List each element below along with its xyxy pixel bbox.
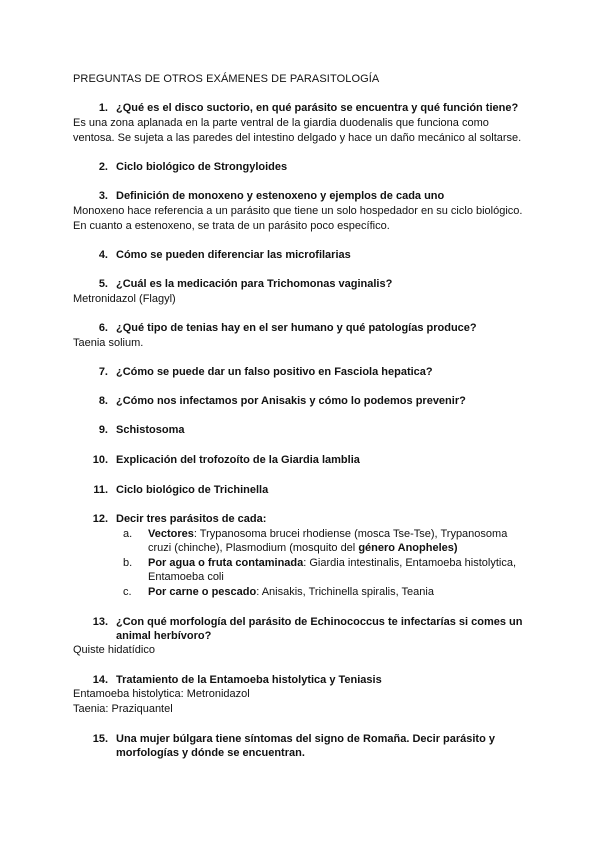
- question-12: [73, 512, 533, 526]
- question-text: ¿Qué es el disco suctorio, en qué parásito se encuentra y qué función tiene?: [116, 102, 519, 114]
- subitem-bold-text: género Anopheles): [358, 542, 458, 554]
- subitem-a: [73, 527, 533, 555]
- document-title: PREGUNTAS DE OTROS EXÁMENES DE PARASITOLOGÍA: [73, 73, 380, 85]
- question-text: ¿Cómo se puede dar un falso positivo en Fasciola hepatica?: [116, 366, 433, 378]
- question-number: 2.: [98, 161, 108, 173]
- question-text: Cómo se pueden diferenciar las microfilarias: [116, 249, 351, 261]
- question-text: Una mujer búlgara tiene síntomas del signo de Romaña. Decir parásito y: [116, 733, 495, 745]
- question-number: 10.: [92, 454, 108, 466]
- subitem-text: : Anisakis, Trichinella spiralis, Teania: [256, 586, 434, 598]
- question-number: 9.: [98, 424, 108, 436]
- question-13: [73, 615, 533, 643]
- question-text: ¿Qué tipo de tenias hay en el ser humano y qué patologías produce?: [116, 322, 477, 334]
- question-7: [73, 365, 533, 379]
- question-number: 15.: [92, 733, 108, 745]
- question-text: Ciclo biológico de Trichinella: [116, 484, 269, 496]
- answer-line: ventosa. Se sujeta a las paredes del intestino delgado y hace un daño mecánico al soltarse.: [73, 132, 522, 144]
- question-8: [73, 394, 533, 408]
- question-text-continued: animal herbívoro?: [116, 630, 212, 642]
- answer-5: [73, 292, 533, 307]
- subitem-label: Por agua o fruta contaminada: [148, 557, 304, 569]
- answer-14: [73, 687, 533, 717]
- question-text: ¿Cómo nos infectamos por Anisakis y cómo lo podemos prevenir?: [116, 395, 466, 407]
- question-text: Explicación del trofozoíto de la Giardia lamblia: [116, 454, 360, 466]
- question-10: [73, 453, 533, 467]
- question-number: 5.: [98, 278, 108, 290]
- answer-line: Entamoeba histolytica: Metronidazol: [73, 688, 250, 700]
- subitem-letter: c.: [123, 586, 132, 598]
- question-number: 4.: [98, 249, 108, 261]
- question-number: 13.: [92, 616, 108, 628]
- question-5: [73, 277, 533, 291]
- question-number: 8.: [98, 395, 108, 407]
- question-6: [73, 321, 533, 335]
- question-text: ¿Cuál es la medicación para Trichomonas vaginalis?: [116, 278, 393, 290]
- subitem-b: [73, 556, 533, 584]
- subitem-letter: a.: [123, 528, 133, 540]
- subitem-c: [73, 585, 533, 599]
- answer-line: Taenia: Praziquantel: [73, 703, 173, 715]
- subitem-label: Vectores: [148, 528, 194, 540]
- question-number: 3.: [98, 190, 108, 202]
- question-number: 14.: [92, 674, 108, 686]
- answer-6: [73, 336, 533, 351]
- question-text: Definición de monoxeno y estenoxeno y ejemplos de cada uno: [116, 190, 445, 202]
- question-number: 1.: [98, 102, 108, 114]
- subitem-letter: b.: [123, 557, 133, 569]
- question-text: ¿Con qué morfología del parásito de Echinococcus te infectarías si comes un: [116, 616, 523, 628]
- question-text-continued: morfologías y dónde se encuentran.: [116, 747, 305, 759]
- answer-line: En cuanto a estenoxeno, se trata de un parásito poco específico.: [73, 220, 390, 232]
- subitem-text: cruzi (chinche), Plasmodium (mosquito del: [148, 542, 359, 554]
- question-number: 12.: [92, 513, 108, 525]
- question-number: 11.: [93, 484, 108, 496]
- subitem-label: Por carne o pescado: [148, 586, 257, 598]
- answer-line: Taenia solium.: [73, 337, 144, 349]
- question-11: [73, 483, 533, 497]
- question-1: [73, 101, 533, 115]
- subitem-text: : Trypanosoma brucei rhodiense (mosca Tse-Tse), Trypanosoma: [193, 528, 508, 540]
- question-3: [73, 189, 533, 203]
- question-text: Decir tres parásitos de cada:: [116, 513, 267, 525]
- answer-13: [73, 643, 533, 658]
- answer-3: [73, 204, 533, 234]
- subitem-text: Entamoeba coli: [148, 571, 224, 583]
- answer-line: Monoxeno hace referencia a un parásito que tiene un solo hospedador en su ciclo biológico.: [73, 205, 523, 217]
- question-2: [73, 160, 533, 174]
- answer-line: Quiste hidatídico: [73, 644, 155, 656]
- question-number: 7.: [98, 366, 108, 378]
- answer-line: Metronidazol (Flagyl): [73, 293, 176, 305]
- question-4: [73, 248, 533, 262]
- answer-line: Es una zona aplanada en la parte ventral de la giardia duodenalis que funciona como: [73, 117, 489, 129]
- subitem-text: : Giardia intestinalis, Entamoeba histolytica,: [303, 557, 517, 569]
- question-text: Schistosoma: [116, 424, 185, 436]
- question-14: [73, 673, 533, 687]
- question-9: [73, 423, 533, 437]
- question-text: Tratamiento de la Entamoeba histolytica y Teniasis: [116, 674, 382, 686]
- question-15: [73, 732, 533, 760]
- question-text: Ciclo biológico de Strongyloides: [116, 161, 288, 173]
- answer-1: [73, 116, 533, 146]
- question-number: 6.: [98, 322, 108, 334]
